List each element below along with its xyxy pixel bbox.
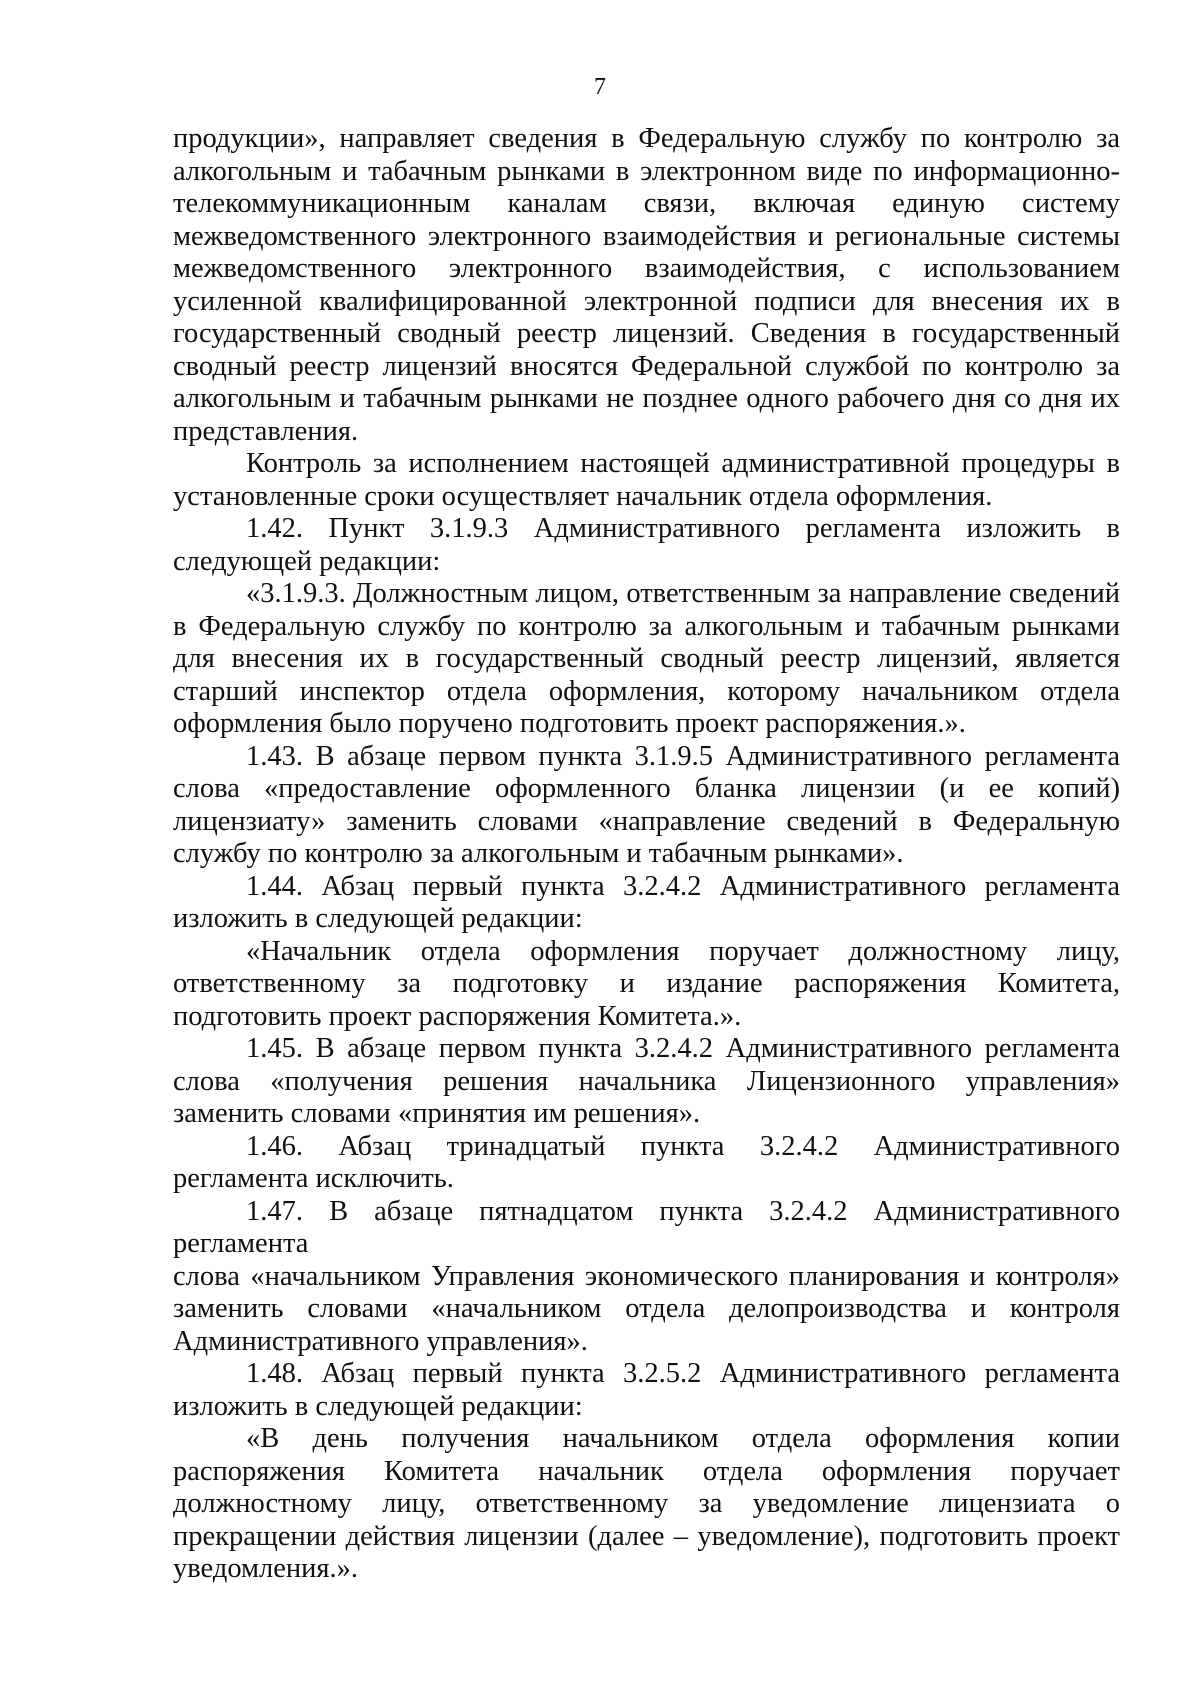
paragraph-1-47-continuation: слова «начальником Управления экономического планирования и контроля» заменить словами «начальником отдела делопроизводства и контроля Административного управления».: [173, 1260, 1120, 1357]
paragraph-1-45: 1.45. В абзаце первом пункта 3.2.4.2 Административного регламента слова «получения решения начальника Лицензионного управления» заменить словами «принятия им решения».: [173, 1033, 1120, 1129]
page-number: 7: [594, 74, 606, 100]
paragraph-1-46: 1.46. Абзац тринадцатый пункта 3.2.4.2 Административного регламента исключить.: [173, 1130, 1120, 1194]
paragraph-1-48: 1.48. Абзац первый пункта 3.2.5.2 Административного регламента изложить в следующей редакции:: [173, 1358, 1120, 1422]
paragraph-1-44-quote: «Начальник отдела оформления поручает должностному лицу, ответственному за подготовку и издание распоряжения Комитета, подготовить проект распоряжения Комитета.».: [173, 935, 1120, 1032]
paragraph-1-44: 1.44. Абзац первый пункта 3.2.4.2 Административного регламента изложить в следующей редакции:: [173, 870, 1120, 934]
paragraph-3-1-9-3-quote: «3.1.9.3. Должностным лицом, ответственным за направление сведений в Федеральную службу по контролю за алкогольным и табачным рынками для внесения их в государственный сводный реестр лицензий, является старший инспектор отдела оформления, которому начальником отдела оформления было поручено подготовить проект распоряжения.».: [173, 578, 1120, 739]
document-body: [173, 123, 1120, 1586]
paragraph-1-48-quote: «В день получения начальником отдела оформления копии распоряжения Комитета начальник отдела оформления поручает должностному лицу, ответственному за уведомление лицензиата о прекращении действия лицензии (далее – уведомление), подготовить проект уведомления.».: [173, 1423, 1120, 1584]
paragraph-1-42: 1.42. Пункт 3.1.9.3 Административного регламента изложить в следующей редакции:: [173, 513, 1120, 577]
paragraph-control: Контроль за исполнением настоящей административной процедуры в установленные сроки осуществляет начальник отдела оформления.: [173, 448, 1120, 512]
paragraph-1-47: 1.47. В абзаце пятнадцатом пункта 3.2.4.2 Административного регламента: [173, 1195, 1120, 1259]
paragraph-1-43: 1.43. В абзаце первом пункта 3.1.9.5 Административного регламента слова «предоставление оформленного бланка лицензии (и ее копий) лицензиату» заменить словами «направление сведений в Федеральную службу по контролю за алкогольным и табачным рынками».: [173, 740, 1120, 869]
paragraph-continuation: продукции», направляет сведения в Федеральную службу по контролю за алкогольным и табачным рынками в электронном виде по информационно-телекоммуникационным каналам связи, включая единую систему межведомственного электронного взаимодействия и региональные системы межведомственного электронного взаимодействия, с использованием усиленной квалифицированной электронной подписи для внесения их в государственный сводный реестр лицензий. Сведения в государственный сводный реестр лицензий вносятся Федеральной службой по контролю за алкогольным и табачным рынками не позднее одного рабочего дня со дня их представления.: [173, 123, 1120, 447]
